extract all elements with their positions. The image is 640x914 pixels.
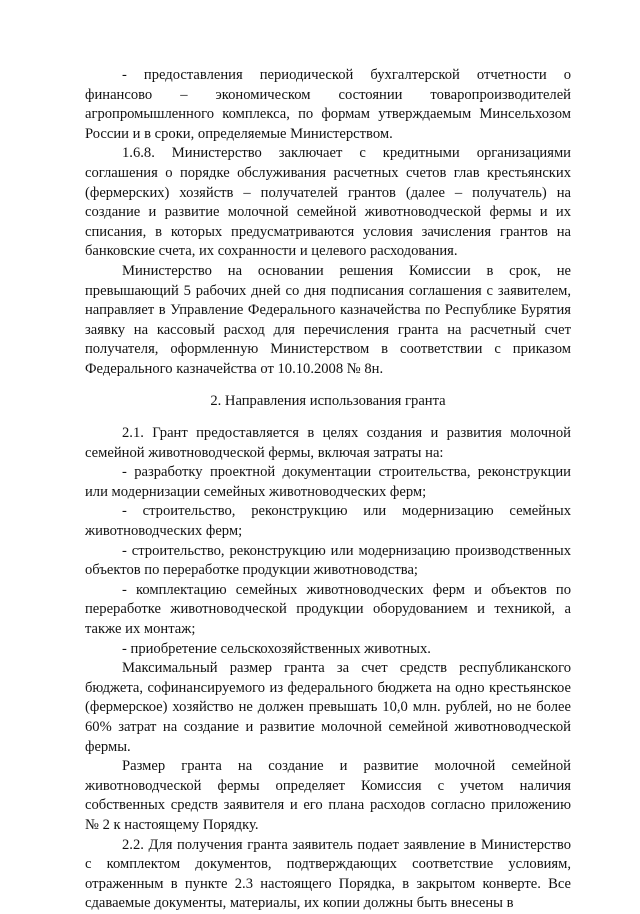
paragraph-2-1: 2.1. Грант предоставляется в целях создания и развития молочной семейной животноводческой фермы, включая затраты на: [85,425,571,461]
list-item-livestock: - приобретение сельскохозяйственных животных. [122,640,431,657]
paragraph-2-2: 2.2. Для получения гранта заявитель подает заявление в Министерство с комплектом документов, подтверждающих соответствие условиям, отраженным в пункте 2.3 настоящего Порядка, в закрытом конверте. Все сдаваемые документы, материалы, их копии должны быть внесены в [85,836,571,912]
list-item-equipment: - комплектацию семейных животноводческих ферм и объектов по переработке животноводческой продукции оборудованием и техникой, а также их монтаж; [85,581,571,638]
list-item-construction-farms: - строительство, реконструкцию или модернизацию семейных животноводческих ферм; [85,503,571,540]
paragraph-max-grant: Максимальный размер гранта за счет средств республиканского бюджета, софинансируемого из федерального бюджета на одно крестьянское (фермерское) хозяйство не должен превышать 10,0 млн. рублей, но не более 60% затрат на создание и развитие молочной семейной животноводческой фермы. [85,660,571,755]
paragraph-1-6-8: 1.6.8. Министерство заключает с кредитными организациями соглашения о порядке обслуживания расчетных счетов глав крестьянских (фермерских) хозяйств – получателей грантов (далее – получатель) на создание и развитие молочной семейной животноводческой фермы и их списания, в которых предусматриваются условия зачисления грантов на банковские счета, их сохранности и целевого расходования. [85,145,571,260]
paragraph-ministry-request: Министерство на основании решения Комиссии в срок, не превышающий 5 рабочих дней со дня подписания соглашения с заявителем, направляет в Управление Федерального казначейства по Республике Бурятия заявку на кассовый расход для перечисления гранта на расчетный счет получателя, оформленную Министерством в соответствии с приказом Федерального казначейства от 10.10.2008 № 8н. [85,262,571,377]
document-body [85,66,571,914]
section-heading: 2. Направления использования гранта [210,392,446,409]
list-item-construction-processing: - строительство, реконструкцию или модернизацию производственных объектов по переработке продукции животноводства; [85,542,571,579]
list-item-design-docs: - разработку проектной документации строительства, реконструкции или модернизации семейных животноводческих ферм; [85,464,571,500]
paragraph-grant-size: Размер гранта на создание и развитие молочной семейной животноводческой фермы определяет Комиссия с учетом наличия собственных средств заявителя и его плана расходов согласно приложению № 2 к настоящему Порядку. [85,758,571,833]
paragraph-reporting: - предоставления периодической бухгалтерской отчетности о финансово – экономическом состоянии товаропроизводителей агропромышленного комплекса, по формам утверждаемым Минсельхозом России и в сроки, определяемые Министерством. [85,67,571,142]
